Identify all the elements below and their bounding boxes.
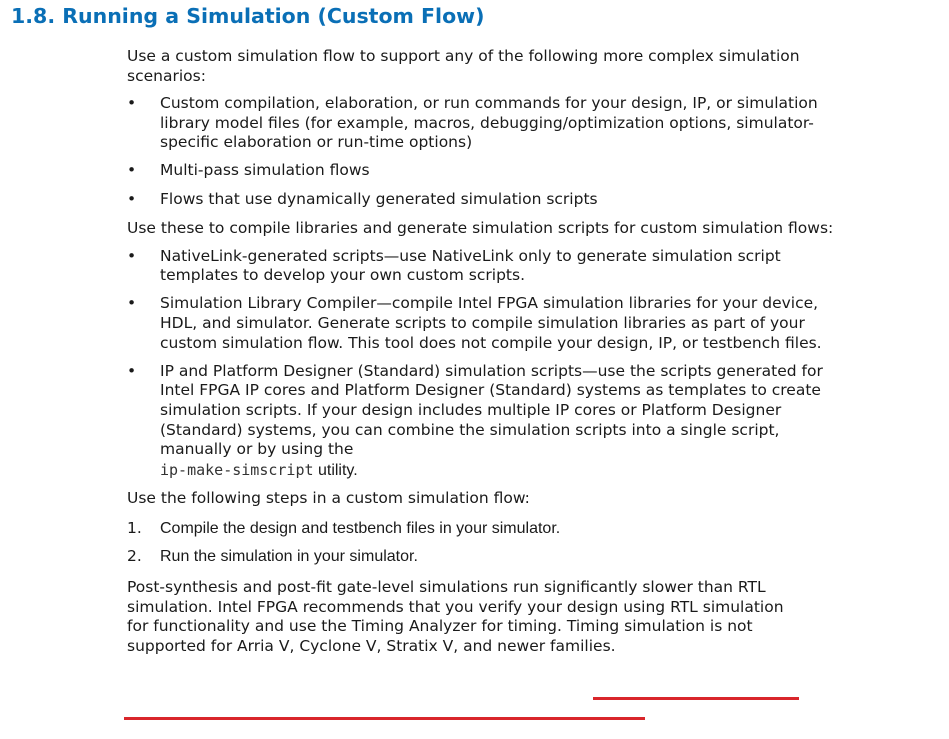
- bullet-icon: •: [127, 246, 137, 265]
- note-highlight-end: supported for Arria V, Cyclone V, Stratix V, and newer families.: [127, 636, 616, 655]
- command-name: ip-make-simscript: [160, 460, 314, 479]
- list-item-text: Simulation Library Compiler—compile Intel FPGA simulation libraries for your device, HDL, and simulator. Generate scripts to compile simulation libraries as part of your custom simulation flow. This tool does not compile your design, IP, or testbench files.: [160, 294, 822, 352]
- note-paragraph: [127, 578, 847, 656]
- list-item: [127, 190, 847, 210]
- intro-paragraph: Use a custom simulation flow to support any of the following more complex simulation scenarios:: [127, 47, 800, 85]
- list-item: [127, 294, 847, 353]
- section-body: [127, 47, 847, 656]
- list-item-text: Flows that use dynamically generated simulation scripts: [160, 189, 598, 208]
- list-item: [127, 362, 847, 481]
- step-item: [127, 519, 847, 539]
- step-item: [127, 547, 847, 567]
- step-text: Compile the design and testbench files in your simulator.: [160, 519, 561, 537]
- list-item-text: NativeLink-generated scripts—use NativeLink only to generate simulation script templates to develop your own custom scripts.: [160, 246, 781, 285]
- list-item: [127, 94, 847, 153]
- step-number: 2.: [127, 547, 142, 566]
- tools-list: [127, 247, 847, 481]
- page-title: 1.8. Running a Simulation (Custom Flow): [11, 4, 485, 28]
- list-item-text: Multi-pass simulation flows: [160, 161, 370, 180]
- list-item: [127, 247, 847, 286]
- note-line: for functionality and use the Timing Analyzer for timing.: [127, 617, 567, 636]
- bullet-icon: •: [127, 361, 137, 380]
- list-item-text: Custom compilation, elaboration, or run commands for your design, IP, or simulation library model files (for example, macros, debugging/optimization options, simulator-specific elaboration or run-time options): [160, 94, 818, 152]
- bullet-icon: •: [127, 94, 137, 113]
- annotation-underline-2: [124, 717, 645, 720]
- step-number: 1.: [127, 518, 142, 537]
- steps-intro-paragraph: Use the following steps in a custom simulation flow:: [127, 489, 530, 508]
- bullet-icon: •: [127, 189, 137, 208]
- command-suffix: utility.: [313, 461, 358, 479]
- steps-list: [127, 519, 847, 567]
- tools-intro-paragraph: Use these to compile libraries and generate simulation scripts for custom simulation flows:: [127, 219, 834, 238]
- scenario-list: [127, 94, 847, 209]
- note-highlight-start: Timing simulation is not: [566, 617, 753, 636]
- bullet-icon: •: [127, 294, 137, 313]
- bullet-icon: •: [127, 161, 137, 180]
- step-text: Run the simulation in your simulator.: [160, 548, 418, 566]
- command-line: [160, 461, 847, 481]
- list-item: [127, 161, 847, 181]
- note-line: Post-synthesis and post-fit gate-level simulations run significantly slower than RTL: [127, 578, 766, 597]
- note-line: simulation. Intel FPGA recommends that you verify your design using RTL simulation: [127, 597, 784, 616]
- list-item-text: IP and Platform Designer (Standard) simulation scripts—use the scripts generated for Intel FPGA IP cores and Platform Designer (Standard) systems as templates to create simulation scripts. If your design includes multiple IP cores or Platform Designer (Standard) systems, you can combine the simulation scripts into a single script, manually or by using the: [160, 361, 823, 459]
- annotation-underline-1: [593, 697, 799, 700]
